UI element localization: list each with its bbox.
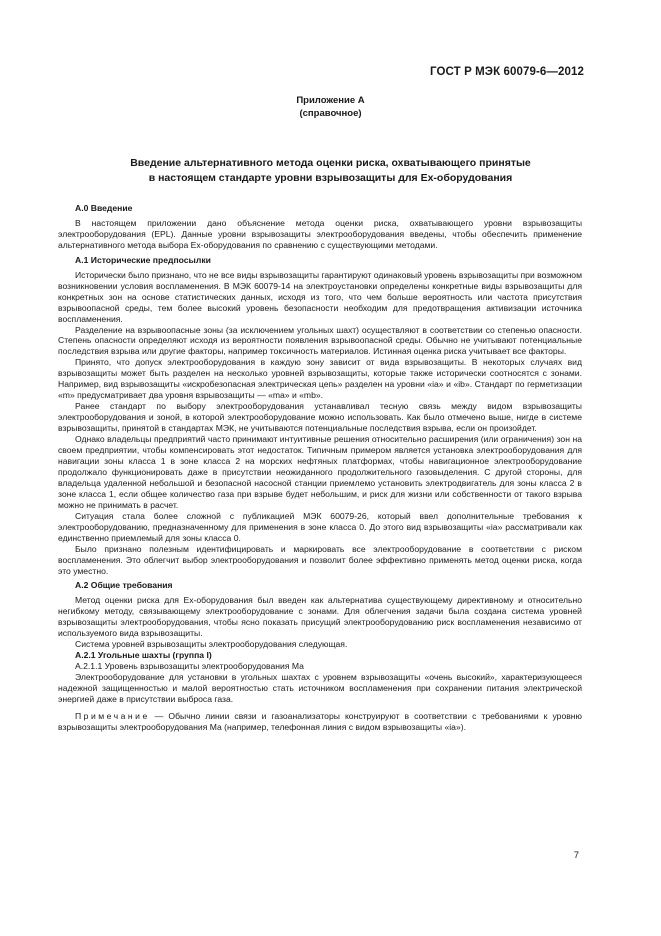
paragraph: Разделение на взрывоопасные зоны (за исключением угольных шахт) осуществляют в соответствии со степенью опасности. Степень опасности определяют исходя из вероятности появления взрывоопасной среды. Обычно не учитывают потенциальные последствия взрыва или другие факторы, например токсичность материалов. Истинная оценка риска учитывает все факторы. [58, 324, 582, 357]
section-a211-heading: А.2.1.1 Уровень взрывозащиты электрооборудования Ма [75, 661, 304, 672]
appendix-heading [0, 94, 661, 120]
standard-code: ГОСТ Р МЭК 60079-6—2012 [430, 66, 584, 78]
paragraph: Система уровней взрывозащиты электрооборудования следующая. [75, 639, 348, 650]
section-a21-heading: А.2.1 Угольные шахты (группа I) [75, 650, 212, 661]
appendix-title-line1: Введение альтернативного метода оценки риска, охватывающего принятые [130, 157, 531, 169]
paragraph: Метод оценки риска для Ех-оборудования был введен как альтернатива существующему директивному и относительно негибкому методу, связывающему электрооборудование с зонами. Для облегчения задачи была создана система уровней взрывозащиты электрооборудования, чтобы ясно показать присущий электрооборудованию риск воспламенения независимо от используемого вида взрывозащиты. [58, 595, 582, 639]
paragraph: Ситуация стала более сложной с публикацией МЭК 60079-26, который ввел дополнительные требования к электрооборудованию, предназначенному для применения в зоне класса 0. До этого вид взрывозащиты «ia» рассматривали как единственно приемлемый для зоны класса 0. [58, 510, 582, 543]
paragraph: В настоящем приложении дано объяснение метода оценки риска, охватывающего уровни взрывозащиты электрооборудования (EPL). Данные уровни взрывозащиты электрооборудования введены, чтобы обеспечить применение альтернативного метода выбора Ех-оборудования по сравнению с существующими методами. [58, 217, 582, 250]
appendix-title [60, 156, 601, 186]
paragraph: Электрооборудование для установки в угольных шахтах с уровнем взрывозащиты «очень высокий», характеризующееся надежной защищенностью и малой вероятностью стать источником воспламенения при сохранении питания электрической энергией даже в присутствии выброса газа. [58, 672, 582, 704]
document-body [58, 199, 582, 733]
section-a2-heading: А.2 Общие требования [75, 580, 173, 591]
paragraph: Исторически было признано, что не все виды взрывозащиты гарантируют одинаковый уровень взрывозащиты при возможном возникновении условия воспламенения. В МЭК 60079-14 на электроустановки определены конкретные виды взрывозащиты для конкретных зон на основе статистических данных, исходя из того, что чем больше вероятность или частота присутствия взрывоопасной среды, тем более высокий уровень безопасности необходим для предотвращения активизации источника воспламенения. [58, 269, 582, 324]
paragraph: Принято, что допуск электрооборудования в каждую зону зависит от вида взрывозащиты. В некоторых случаях вид взрывозащиты может быть разделен на несколько уровней взрывозащиты, которые также исторически соотносятся с зонами. Например, вид взрывозащиты «искробезопасная электрическая цепь» разделен на уровни «ia» и «ib». Стандарт по герметизации «m» предусматривает два уровня взрывозащиты — «ma» и «mb». [58, 357, 582, 401]
section-a0-heading: А.0 Введение [75, 203, 133, 213]
note-paragraph [58, 711, 582, 733]
note-label: Примечание [75, 710, 150, 721]
paragraph: Однако владельцы предприятий часто принимают интуитивные решения относительно расширения (или ограничения) зон на своем предприятии, чтобы компенсировать этот недостаток. Типичным примером является установка электрооборудования для навигации зоны класса 1 в зоне класса 2 на морских нефтяных платформах, чтобы навигационное электрооборудование продолжало функционировать даже в присутствии неожиданного продолжительного газовыделения. С другой стороны, для владельца удаленной небольшой и безопасной насосной станции приемлемо установить электродвигатель для зоны класса 2 в зоне класса 1, если общее количество газа при взрыве будет небольшим, и риск для жизни или собственности от такого взрыва можно не принимать в расчет. [58, 434, 582, 510]
note-text: — Обычно линии связи и газоанализаторы конструируют в соответствии с требованиями к уровню взрывозащиты электрооборудования Ма (например, телефонная линия с видом взрывозащиты «ia»). [58, 710, 582, 732]
appendix-type: (справочное) [299, 108, 362, 119]
page-number: 7 [573, 850, 579, 861]
section-a1-heading: А.1 Исторические предпосылки [75, 254, 211, 265]
paragraph: Ранее стандарт по выбору электрооборудования устанавливал тесную связь между видом взрывозащиты электрооборудования и зоной, в которой электрооборудование можно использовать. Как было отмечено выше, нигде в системе взрывозащиты, принятой в стандартах МЭК, не учитываются потенциальные последствия взрыва, если он произойдет. [58, 401, 582, 434]
paragraph: Было признано полезным идентифицировать и маркировать все электрооборудование в соответствии с риском воспламенения. Это облегчит выбор электрооборудования и позволит более эффективно применять метод оценки риска, когда это уместно. [58, 543, 582, 576]
appendix-title-line2: в настоящем стандарте уровни взрывозащиты для Ех-оборудования [148, 172, 513, 184]
appendix-label: Приложение А [296, 95, 365, 106]
